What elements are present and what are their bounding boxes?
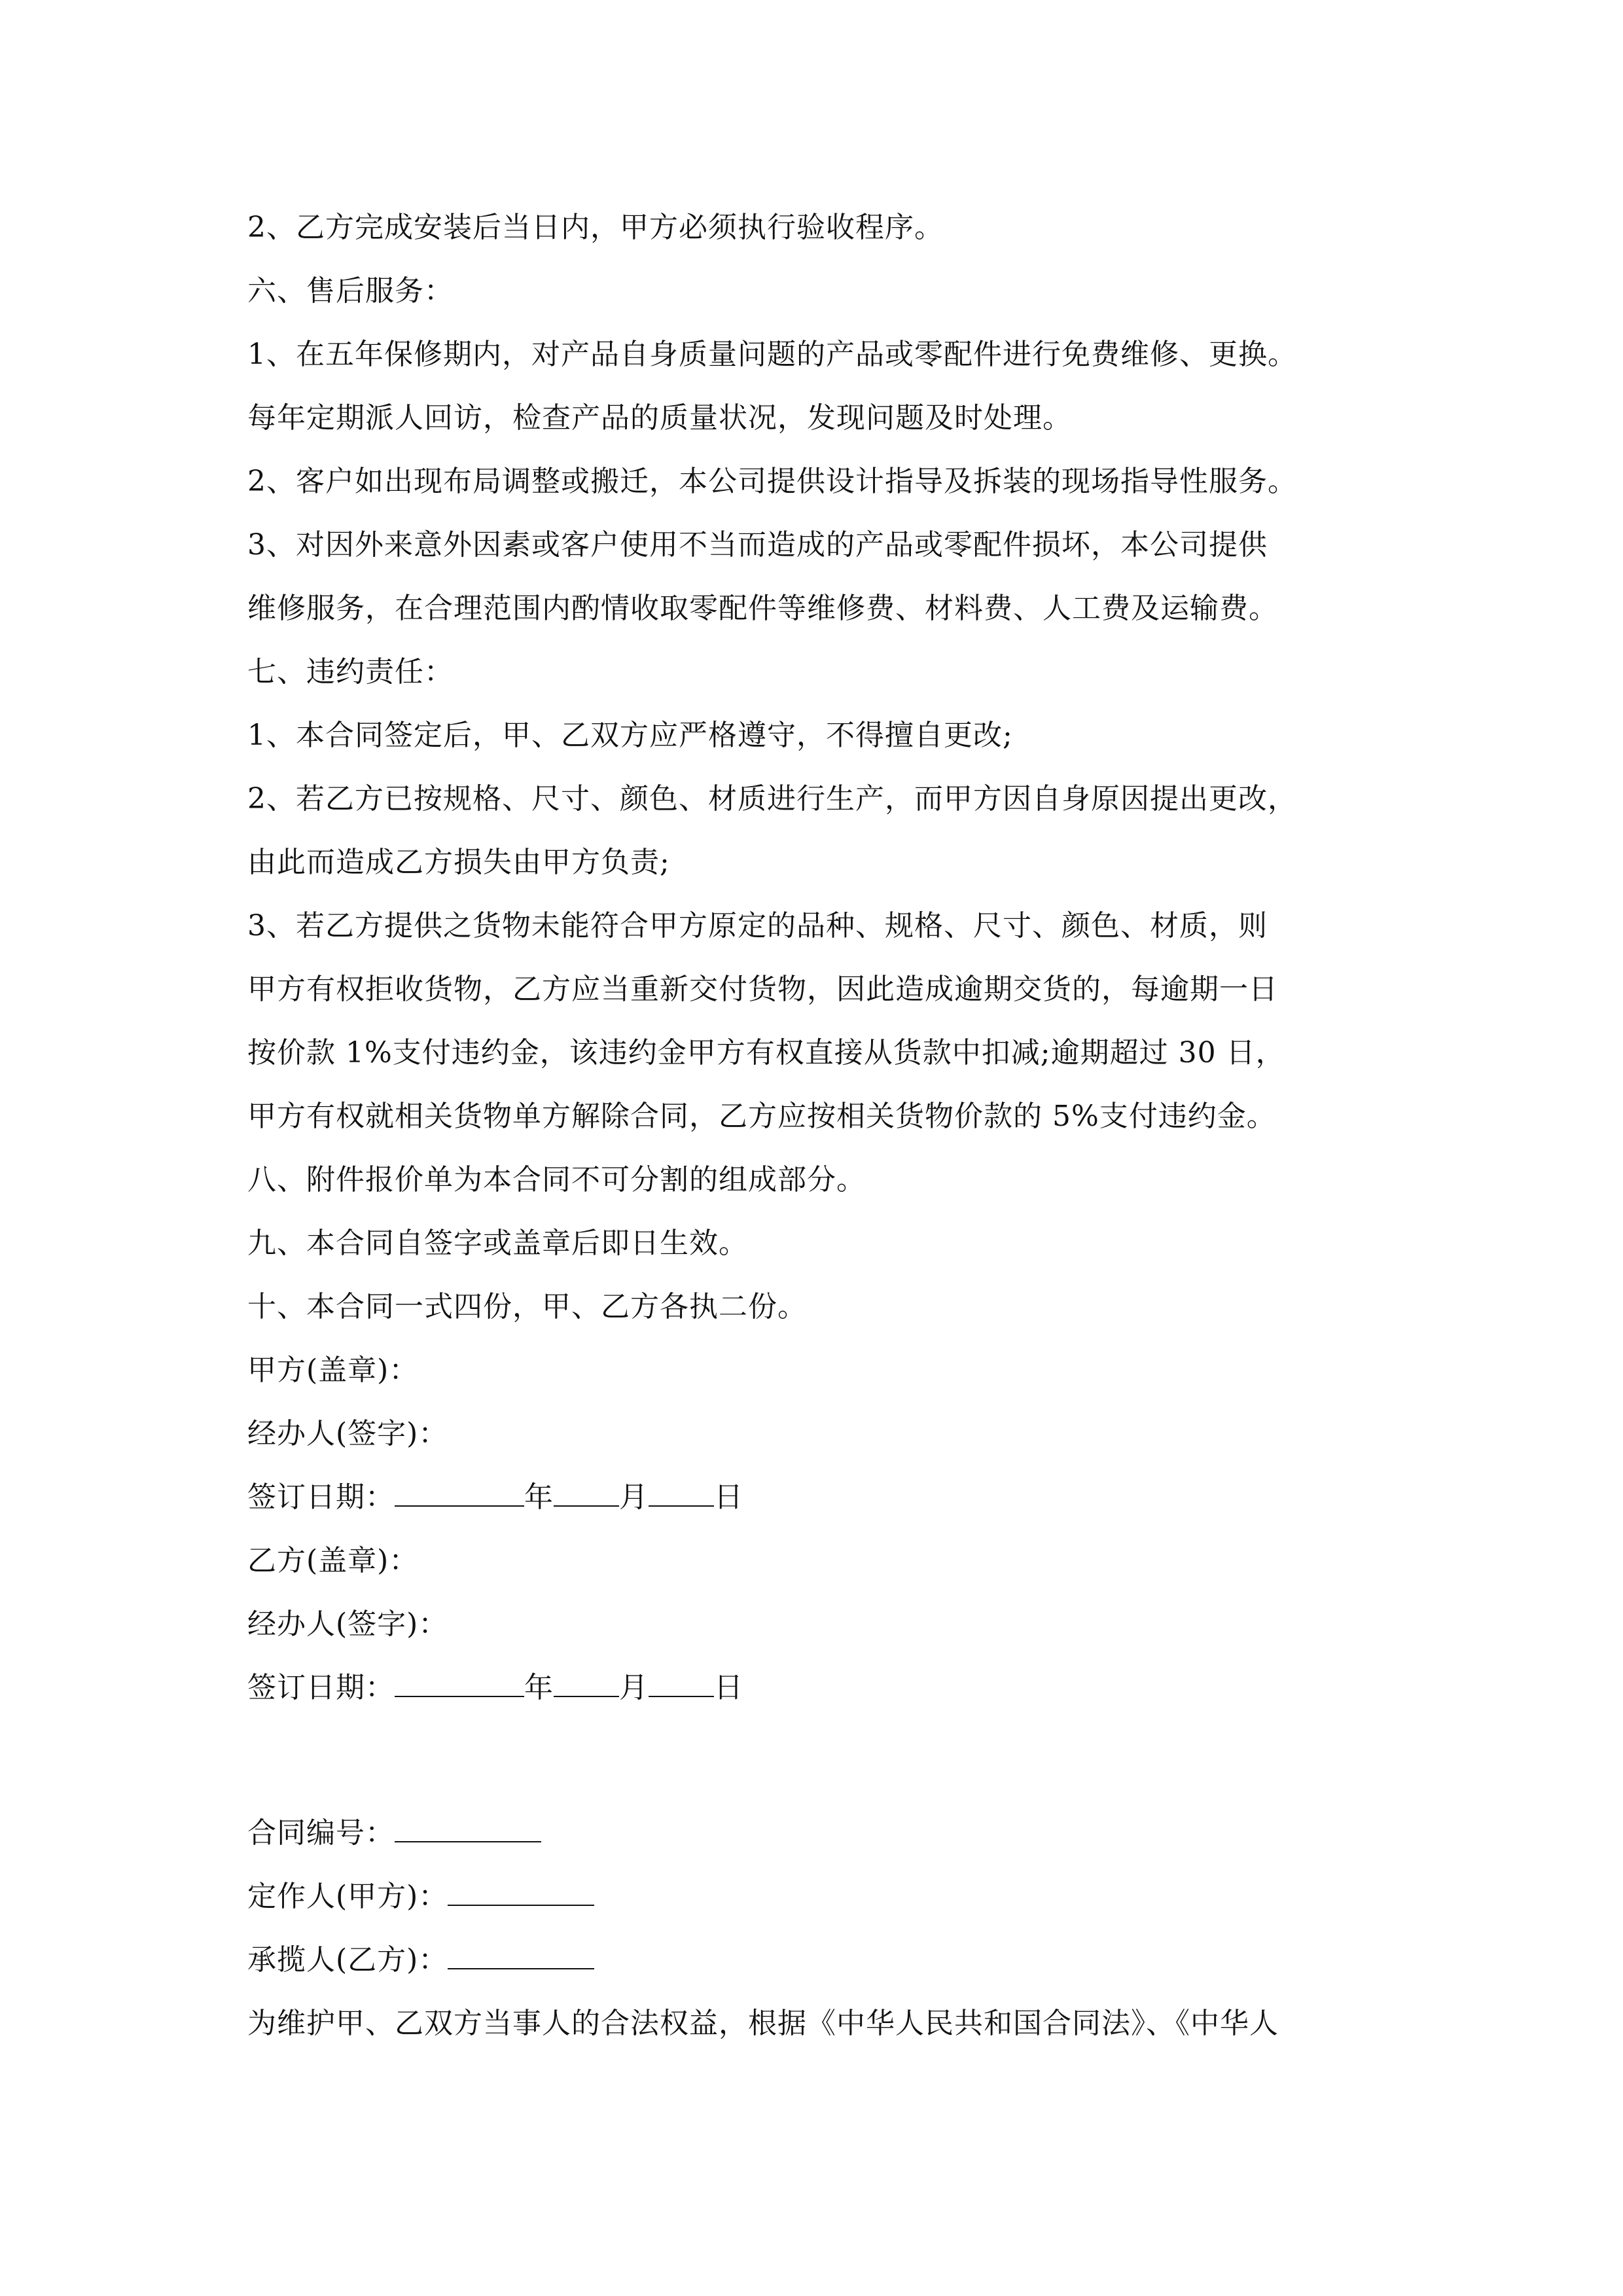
day-blank[interactable] (649, 1670, 714, 1697)
clause-line: 由此而造成乙方损失由甲方负责; (247, 846, 670, 879)
party-b-sign-date (247, 1668, 743, 1708)
contract-intro: 为维护甲、乙双方当事人的合法权益，根据《中华人民共和国合同法》、《中华人 (247, 2007, 1279, 2040)
party-a-seal-label: 甲方(盖章)： (247, 1354, 419, 1387)
clause-line: 3、若乙方提供之货物未能符合甲方原定的品种、规格、尺寸、颜色、材质，则 (247, 909, 1268, 942)
clause-line: 九、本合同自签字或盖章后即日生效。 (247, 1227, 748, 1260)
contractor-blank[interactable] (448, 1942, 594, 1969)
party-b-agent-label: 经办人(签字)： (247, 1607, 448, 1641)
contract-number-line (247, 1814, 541, 1853)
section-heading: 六、售后服务： (247, 274, 454, 308)
clause-line: 2、客户如出现布局调整或搬迁，本公司提供设计指导及拆装的现场指导性服务。 (247, 465, 1297, 498)
year-blank[interactable] (395, 1479, 524, 1507)
ordering-party-line (247, 1877, 594, 1916)
section-heading: 七、违约责任： (247, 655, 454, 689)
clause-line: 1、在五年保修期内，对产品自身质量问题的产品或零配件进行免费维修、更换。 (247, 338, 1297, 371)
sign-date-label: 签订日期： (247, 1671, 395, 1704)
party-a-agent-label: 经办人(签字)： (247, 1417, 448, 1450)
month-blank[interactable] (554, 1670, 619, 1697)
clause-line: 1、本合同签定后，甲、乙双方应严格遵守，不得擅自更改; (247, 719, 1013, 752)
month-unit: 月 (619, 1671, 649, 1704)
year-unit: 年 (524, 1671, 554, 1704)
month-blank[interactable] (554, 1479, 619, 1507)
contractor-line (247, 1941, 594, 1980)
clause-line: 维修服务，在合理范围内酌情收取零配件等维修费、材料费、人工费及运输费。 (247, 592, 1278, 625)
contractor-label: 承揽人(乙方)： (247, 1943, 448, 1977)
clause-line: 甲方有权就相关货物单方解除合同，乙方应按相关货物价款的 5%支付违约金。 (247, 1100, 1276, 1133)
clause-line: 甲方有权拒收货物，乙方应当重新交付货物，因此造成逾期交货的，每逾期一日 (247, 973, 1278, 1006)
clause-line: 十、本合同一式四份，甲、乙方各执二份。 (247, 1290, 807, 1323)
day-unit: 日 (714, 1480, 743, 1514)
clause-line: 每年定期派人回访，检查产品的质量状况，发现问题及时处理。 (247, 401, 1072, 435)
party-b-seal-label: 乙方(盖章)： (247, 1544, 419, 1577)
day-blank[interactable] (649, 1479, 714, 1507)
contract-number-blank[interactable] (395, 1815, 541, 1842)
contract-number-label: 合同编号： (247, 1816, 395, 1850)
year-unit: 年 (524, 1480, 554, 1514)
sign-date-label: 签订日期： (247, 1480, 395, 1514)
clause-line: 2、若乙方已按规格、尺寸、颜色、材质进行生产，而甲方因自身原因提出更改， (247, 782, 1297, 816)
clause-line: 按价款 1%支付违约金，该违约金甲方有权直接从货款中扣减;逾期超过 30 日， (247, 1036, 1285, 1069)
clause-line: 3、对因外来意外因素或客户使用不当而造成的产品或零配件损坏，本公司提供 (247, 528, 1268, 562)
day-unit: 日 (714, 1671, 743, 1704)
party-a-sign-date (247, 1478, 743, 1517)
clause-line: 2、乙方完成安装后当日内，甲方必须执行验收程序。 (247, 211, 944, 244)
clause-line: 八、附件报价单为本合同不可分割的组成部分。 (247, 1163, 866, 1196)
month-unit: 月 (619, 1480, 649, 1514)
year-blank[interactable] (395, 1670, 524, 1697)
ordering-party-label: 定作人(甲方)： (247, 1880, 448, 1913)
ordering-party-blank[interactable] (448, 1878, 594, 1906)
